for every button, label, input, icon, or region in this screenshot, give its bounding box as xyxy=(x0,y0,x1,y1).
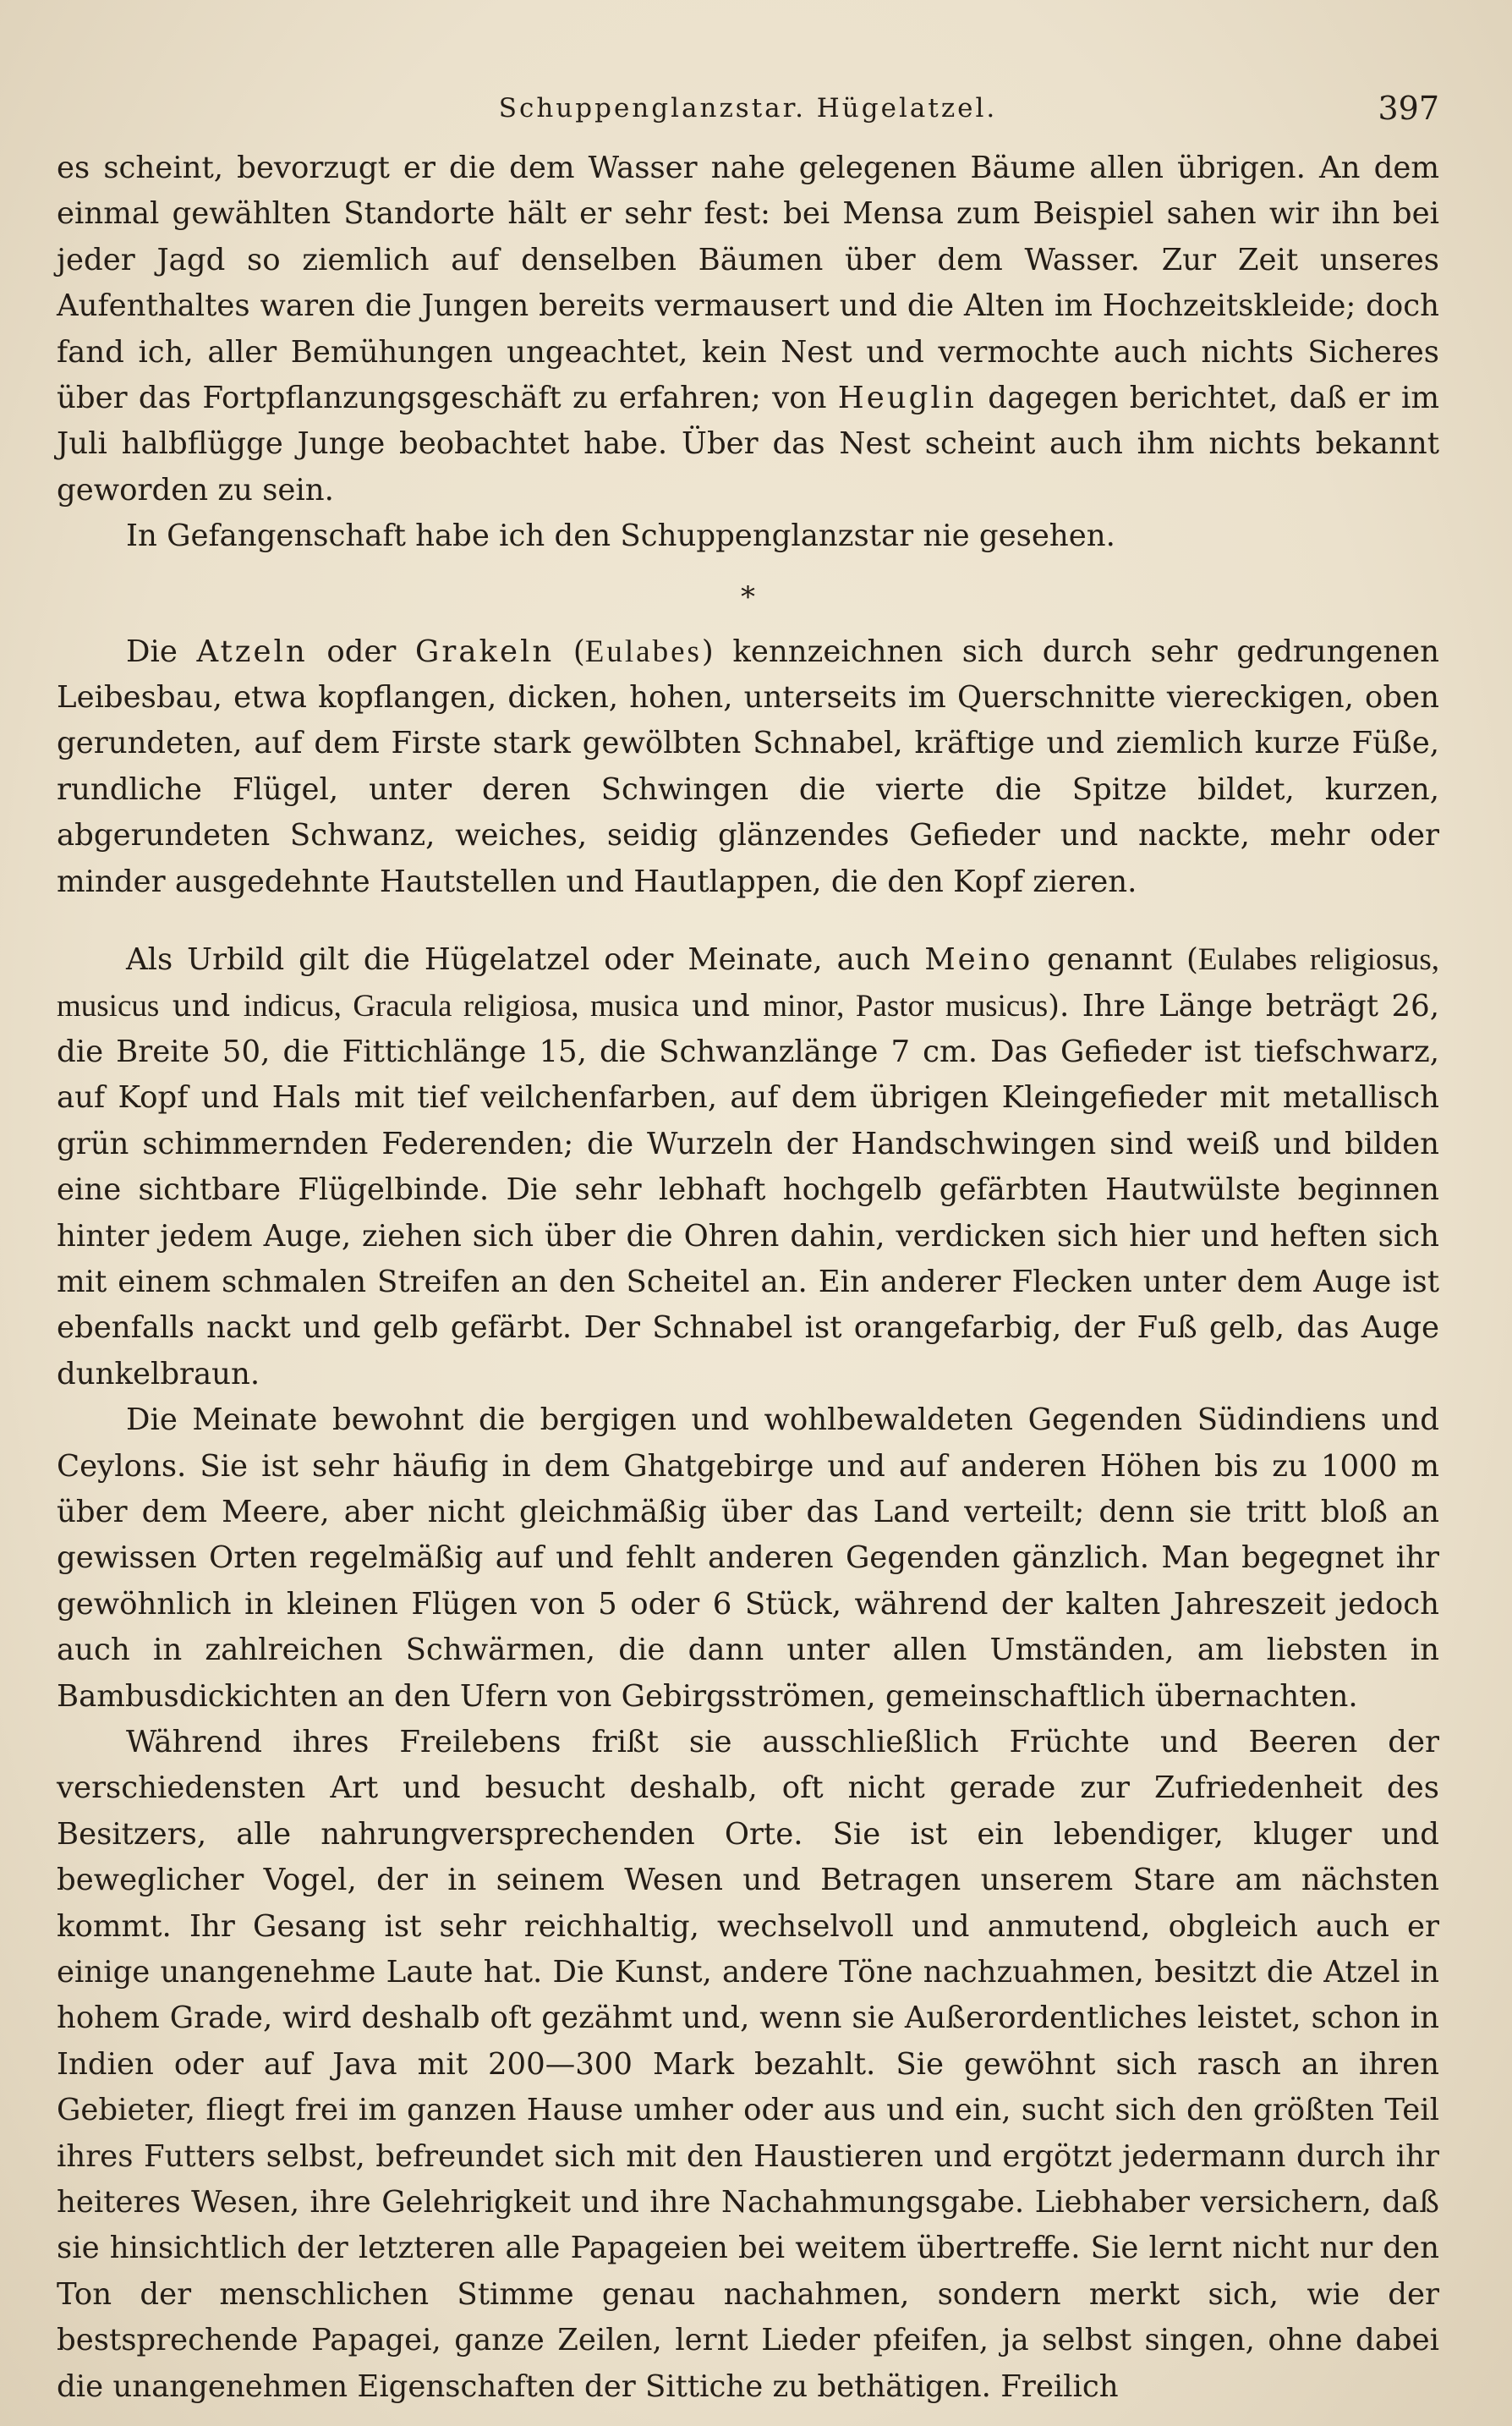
paragraph-text: , auch xyxy=(813,942,911,978)
paragraph-text: es scheint, bevorzugt er die dem Wasser nahe gelegenen Bäume allen übrigen. An dem einmal gewählten Standorte hält er sehr fest: bei Mensa zum Beispiel sahen wir ihn bei jeder Jagd so ziemlich auf denselben Bäumen über dem Wasser. Zur Zeit unseres Aufenthaltes waren die Jungen bereits vermausert und die Alten im Hochzeitskleide; doch fand ich, aller Bemühungen ungeachtet, kein Nest und vermochte auch nichts Sicheres über das Fortpflanzungsgeschäft zu erfahren; von xyxy=(57,151,1439,416)
common-name: Meinate xyxy=(688,942,814,978)
paragraph: In Gefangenschaft habe ich den Schuppenglanzstar nie gesehen. xyxy=(126,519,1115,554)
common-name: Atzeln xyxy=(196,634,308,669)
paragraph-text: ). Ihre Länge beträgt 26, die Breite 50, die Fittichlänge 15, die Schwanzlänge 7 cm. Das Gefieder ist tiefschwarz, auf Kopf und Hals mit tief veilchenfarben, auf dem übrigen Kleingefieder mit metallisch grün schimmernden Federenden; die Wurzeln der Handschwingen sind weiß und bilden eine sichtbare Flügelbinde. Die sehr lebhaft hochgelb gefärbten Hautwülste beginnen hinter jedem Auge, ziehen sich über die Ohren dahin, verdicken sich hier und heften sich mit einem schmalen Streifen an den Scheitel an. Ein anderer Flecken unter dem Auge ist ebenfalls nackt und gelb gefärbt. Der Schnabel ist orangefarbig, der Fuß gelb, das Auge dunkelbraun. xyxy=(57,988,1439,1391)
paragraph-text: oder xyxy=(604,942,674,978)
latin-name: Eulabes religiosus, musicus xyxy=(57,942,1439,1024)
paragraph-text: Als Urbild gilt die xyxy=(126,942,410,978)
paragraph-gap xyxy=(57,905,1439,937)
paragraph-text: oder xyxy=(326,634,397,669)
common-name: Grakeln xyxy=(415,634,555,669)
latin-name: indicus, Gracula religiosa, musica xyxy=(243,988,679,1024)
common-name: Hügelatzel xyxy=(424,942,590,978)
paragraph-text: genannt ( xyxy=(1047,942,1198,978)
paragraph-text: und xyxy=(172,988,231,1024)
paragraph-text: Die xyxy=(126,634,178,669)
paragraph-text: und xyxy=(692,988,750,1024)
genus-description xyxy=(57,629,1439,905)
page-body xyxy=(57,145,1439,2410)
section-separator: * xyxy=(741,579,755,614)
running-head: Schuppenglanzstar. Hügelatzel. xyxy=(498,93,998,123)
paragraph: Während ihres Freilebens frißt sie ausschließlich Früchte und Beeren der verschiedensten Art und besucht deshalb, oft nicht gerade zur Zufriedenheit des Besitzers, alle nahrungversprechenden Orte. Sie ist ein lebendiger, kluger und beweglicher Vogel, der in seinem Wesen und Betragen unserem Stare am nächsten kommt. Ihr Gesang ist sehr reichhaltig, wechselvoll und anmutend, obgleich auch er einige unangenehme Laute hat. Die Kunst, andere Töne nachzuahmen, besitzt die Atzel in hohem Grade, wird deshalb oft gezähmt und, wenn sie Außerordentliches leistet, schon in Indien oder auf Java mit 200—300 Mark bezahlt. Sie gewöhnt sich rasch an ihren Gebieter, fliegt frei im ganzen Hause umher oder aus und ein, sucht sich den größten Teil ihres Futters selbst, befreundet sich mit den Haustieren und ergötzt jedermann durch ihr heiteres Wesen, ihre Gelehrigkeit und ihre Nachahmungsgabe. Liebhaber versichern, daß sie hinsichtlich der letzteren alle Papageien bei weitem übertreffe. Sie lernt nicht nur den Ton der menschlichen Stimme genau nachahmen, sondern merkt sich, wie der bestsprechende Papagei, ganze Zeilen, lernt Lieder pfeifen, ja selbst singen, ohne dabei die unangenehmen Eigenschaften der Sittiche zu bethätigen. Freilich xyxy=(57,1725,1439,2404)
paragraph-text: ( xyxy=(572,634,585,669)
paragraph: Die Meinate bewohnt die bergigen und wohlbewaldeten Gegenden Südindiens und Ceylons. Sie ist sehr häufig in dem Ghatgebirge und auf anderen Höhen bis zu 1000 m über dem Meere, aber nicht gleichmäßig über das Land verteilt; denn sie tritt bloß an gewissen Orten regelmäßig auf und fehlt anderen Gegenden gänzlich. Man begegnet ihr gewöhnlich in kleinen Flügen von 5 oder 6 Stück, während der kalten Jahreszeit jedoch auch in zahlreichen Schwärmen, die dann unter allen Umständen, am liebsten in Bambusdickichten an den Ufern von Gebirgsströmen, gemeinschaftlich übernachten. xyxy=(57,1402,1439,1714)
page-number: 397 xyxy=(1378,90,1439,127)
person-name: Heuglin xyxy=(837,381,977,416)
paragraph-text: dagegen berichtet, daß er im Juli halbflügge Junge beobachtet habe. Über das Nest scheint auch ihm nichts bekannt geworden zu sein. xyxy=(57,381,1439,508)
paragraph-text: ) kennzeichnen sich durch sehr gedrungenen Leibesbau, etwa kopflangen, dicken, hohen, unterseits im Querschnitte viereckigen, oben gerundeten, auf dem Firste stark gewölbten Schnabel, kräftige und ziemlich kurze Füße, rundliche Flügel, unter deren Schwingen die vierte die Spitze bildet, kurzen, abgerundeten Schwanz, weiches, seidig glänzendes Gefieder und nackte, mehr oder minder ausgedehnte Hautstellen und Hautlappen, die den Kopf zieren. xyxy=(57,634,1439,899)
page-header xyxy=(57,83,1439,134)
species-description xyxy=(57,937,1439,1397)
latin-name: Eulabes xyxy=(584,634,702,669)
common-name: Meino xyxy=(924,942,1033,978)
latin-name: minor, Pastor musicus xyxy=(763,988,1049,1024)
paragraph-continued xyxy=(57,145,1439,513)
